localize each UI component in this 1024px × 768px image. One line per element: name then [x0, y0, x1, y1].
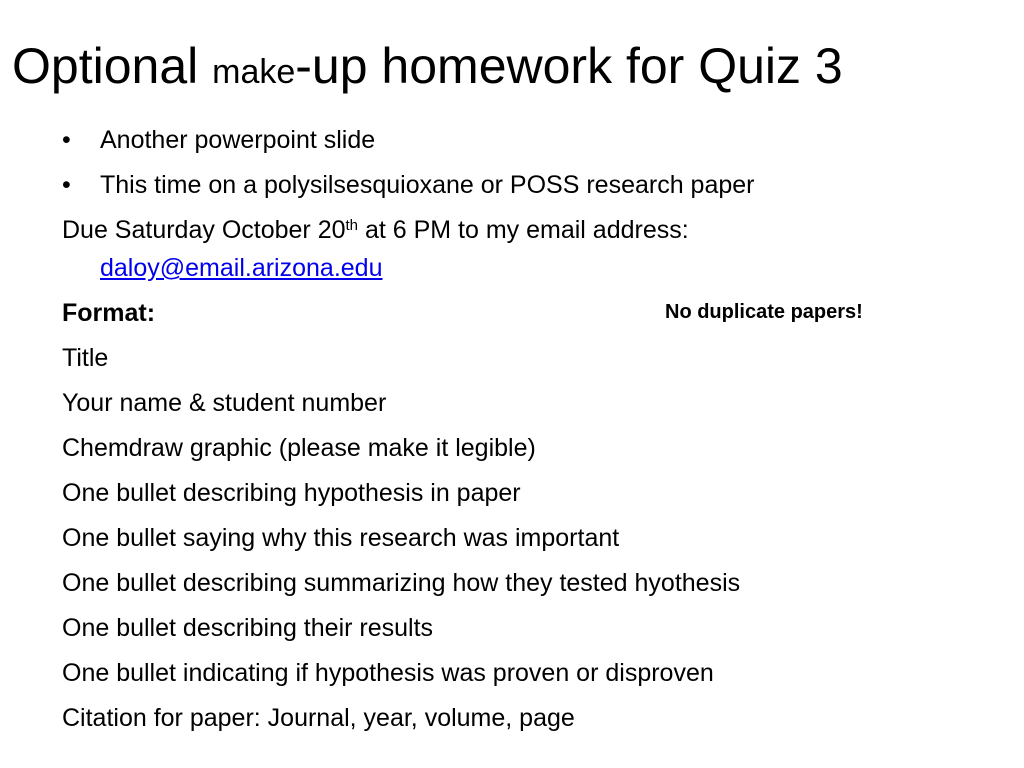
bullet-item	[62, 124, 376, 156]
format-item: One bullet describing hypothesis in paper	[62, 479, 521, 507]
format-item: Citation for paper: Journal, year, volume, page	[62, 704, 575, 732]
no-duplicate-note: No duplicate papers!	[665, 301, 863, 323]
format-label: Format:	[62, 299, 156, 327]
bullet-text: Another powerpoint slide	[100, 126, 376, 154]
title-part-1: Optional	[12, 38, 213, 94]
due-superscript: th	[345, 217, 359, 234]
format-item: Title	[62, 344, 109, 372]
title-part-2: make	[212, 53, 296, 91]
format-item: One bullet saying why this research was important	[62, 524, 620, 552]
due-text-1: Due Saturday October 20	[62, 216, 346, 244]
due-text-2: at 6 PM to my email address:	[358, 216, 689, 244]
email-link[interactable]: daloy@email.arizona.edu	[100, 254, 383, 282]
format-item: One bullet indicating if hypothesis was proven or disproven	[62, 659, 714, 687]
bullet-item	[62, 169, 755, 201]
bullet-icon: •	[62, 126, 71, 154]
title-part-3: -up homework for Quiz 3	[295, 38, 843, 94]
due-line	[62, 214, 689, 246]
format-item: Your name & student number	[62, 389, 387, 417]
bullet-icon: •	[62, 171, 71, 199]
format-item: One bullet describing summarizing how they tested hyothesis	[62, 569, 741, 597]
email-line	[100, 252, 382, 284]
format-item: Chemdraw graphic (please make it legible)	[62, 434, 536, 462]
bullet-text: This time on a polysilsesquioxane or POSS research paper	[100, 171, 755, 199]
format-item: One bullet describing their results	[62, 614, 434, 642]
slide-title	[12, 34, 1012, 104]
